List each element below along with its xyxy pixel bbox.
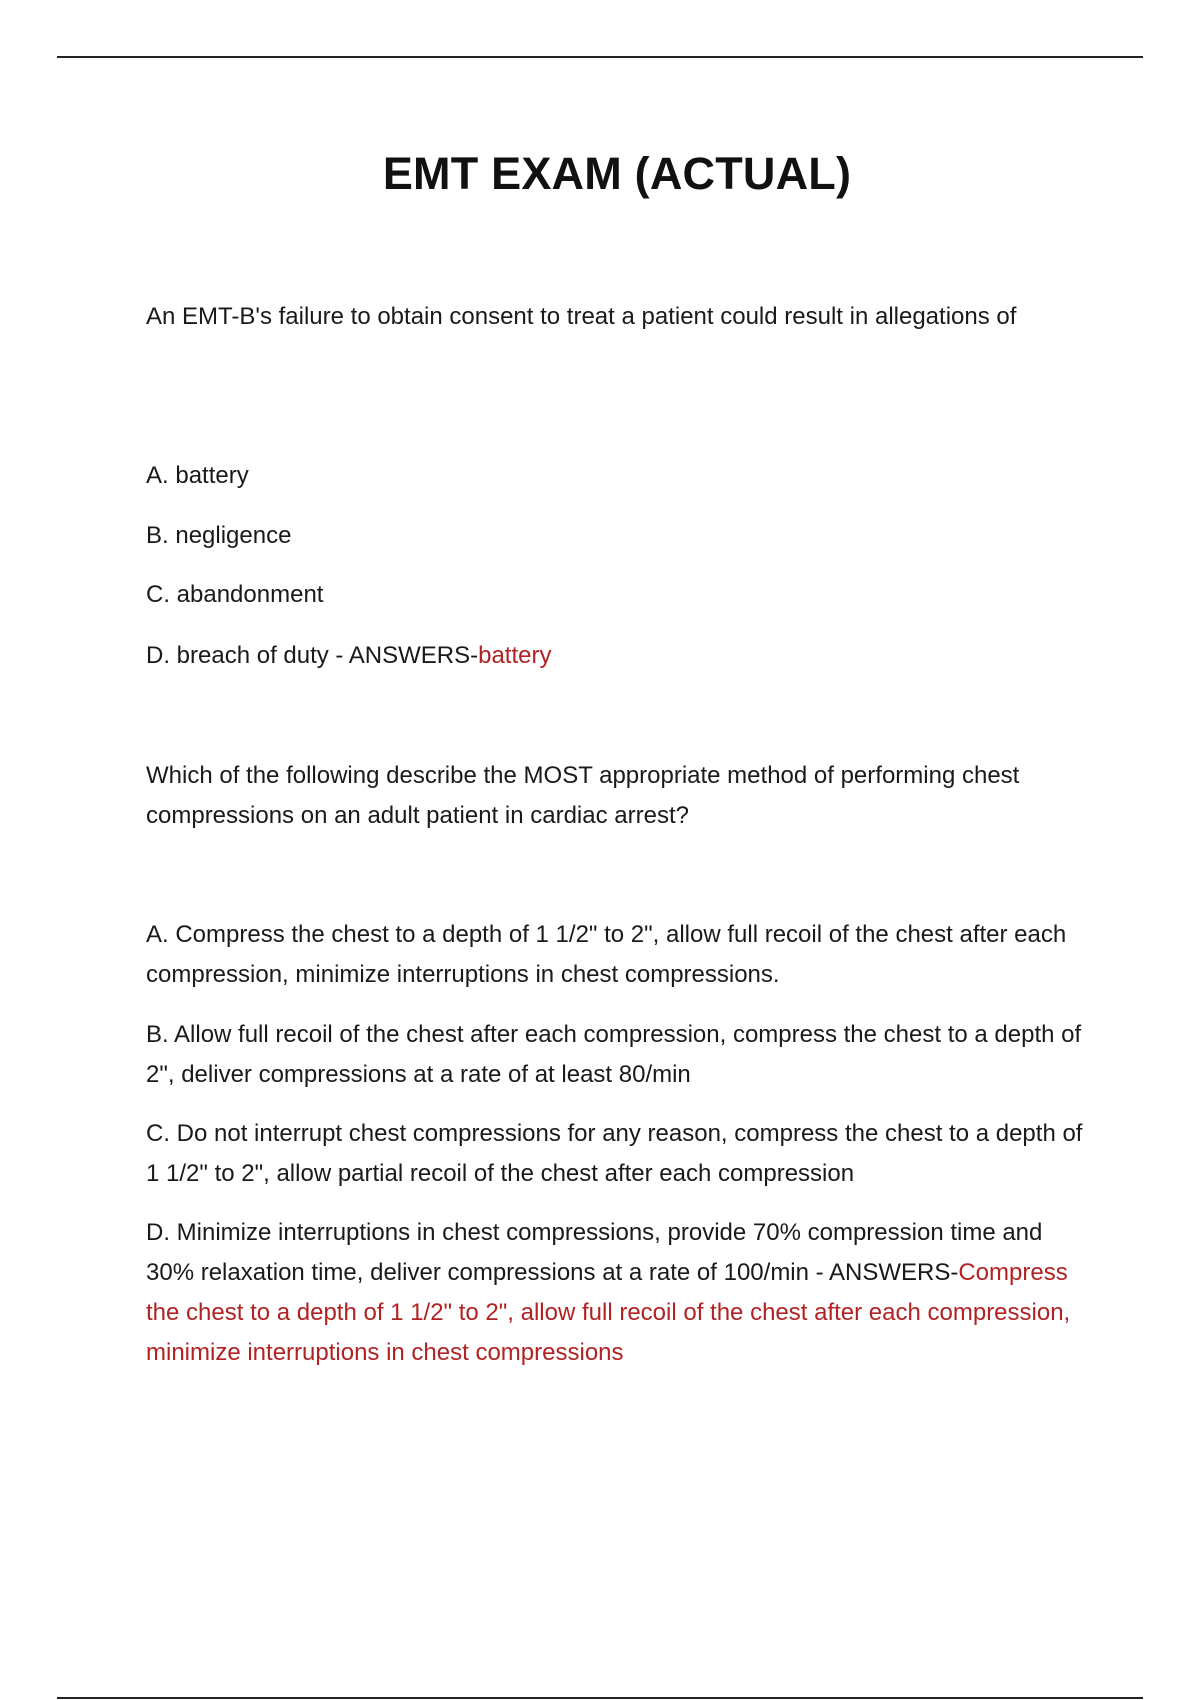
question-1-option-d bbox=[146, 636, 1096, 676]
question-2-option-a: A. Compress the chest to a depth of 1 1/2" to 2", allow full recoil of the chest after each compression, minimize interruptions in chest compressions. bbox=[146, 921, 1067, 988]
question-2-option-c: C. Do not interrupt chest compressions for any reason, compress the chest to a depth of 1 1/2" to 2", allow partial recoil of the chest after each compression bbox=[146, 1120, 1083, 1187]
question-1-option-b: B. negligence bbox=[146, 522, 292, 549]
question-2-text: Which of the following describe the MOST appropriate method of performing chest compressions on an adult patient in cardiac arrest? bbox=[146, 762, 1020, 829]
question-2 bbox=[146, 756, 1096, 836]
question-2-option-d bbox=[146, 1213, 1096, 1373]
footer-rule bbox=[57, 1697, 1143, 1699]
answer-text: Compress the chest to a depth of 1 1/2" to 2", allow full recoil of the chest after each compression, minimize interruptions in chest compressions bbox=[146, 1259, 1071, 1366]
question-1 bbox=[146, 297, 1096, 337]
answer-prefix: - ANSWERS- bbox=[328, 642, 479, 669]
answer-text: battery bbox=[478, 642, 552, 669]
page-title: EMT EXAM (ACTUAL) bbox=[382, 148, 852, 199]
question-1-option-c: C. abandonment bbox=[146, 581, 324, 608]
option-text: D. breach of duty bbox=[146, 642, 329, 669]
question-1-text: An EMT-B's failure to obtain consent to treat a patient could result in allegations of bbox=[146, 303, 1017, 330]
question-2-option-b: B. Allow full recoil of the chest after each compression, compress the chest to a depth of 2", deliver compressions at a rate of at least 80/min bbox=[146, 1021, 1082, 1088]
option-text: D. Minimize interruptions in chest compressions, provide 70% compression time and 30% relaxation time, deliver compressions at a rate of 100/min bbox=[146, 1219, 1043, 1286]
header-rule bbox=[57, 56, 1143, 58]
answer-prefix: - ANSWERS- bbox=[809, 1259, 959, 1286]
question-1-option-a: A. battery bbox=[146, 462, 249, 489]
